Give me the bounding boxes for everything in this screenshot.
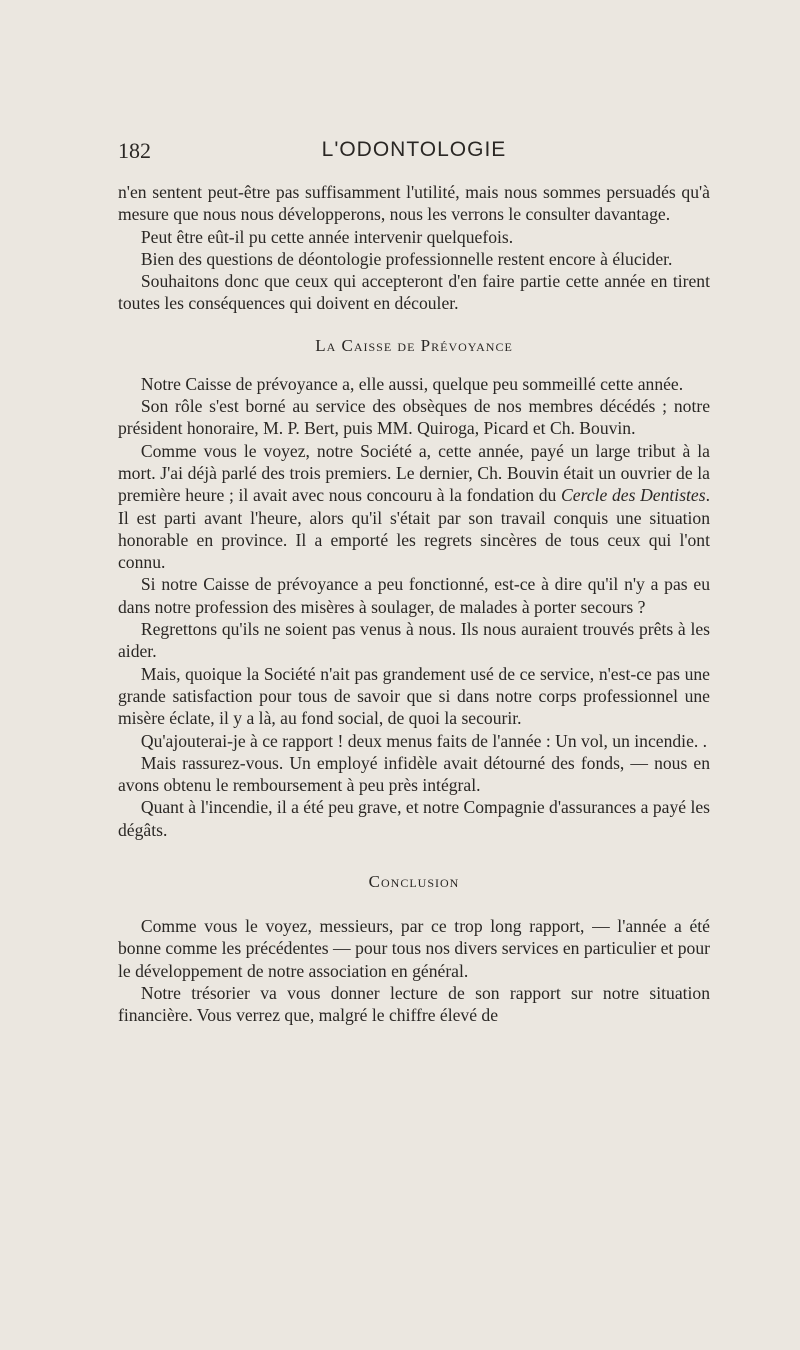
- page-header: [118, 138, 710, 168]
- paragraph: Souhaitons donc que ceux qui accepteront d'en faire partie cette année en tirent toutes les conséquences qui doivent en découler.: [118, 271, 710, 314]
- running-title: L'ODONTOLOGIE: [321, 138, 507, 161]
- paragraph: Mais rassurez-vous. Un employé infidèle avait détourné des fonds, — nous en avons obtenu le remboursement à peu près intégral.: [118, 752, 710, 796]
- paragraph: Comme vous le voyez, messieurs, par ce trop long rapport, — l'année a été bonne comme les précédentes — pour tous nos divers services en particulier et pour le développement de notre association en général.: [118, 916, 710, 981]
- paragraph: Regrettons qu'ils ne soient pas venus à nous. Ils nous auraient trouvés prêts à les aider.: [118, 619, 710, 662]
- body-text: [118, 181, 710, 1027]
- paragraph: Qu'ajouterai-je à ce rapport ! deux menus faits de l'année : Un vol, un incendie. .: [140, 730, 708, 751]
- paragraph: Peut être eût-il pu cette année intervenir quelquefois.: [140, 226, 514, 247]
- paragraph: n'en sentent peut-être pas suffisamment l'utilité, mais nous sommes persuadés qu'à mesure que nous nous développerons, nous les verrons le consulter davantage.: [118, 182, 710, 225]
- section-heading-conclusion: Conclusion: [368, 872, 460, 892]
- journal-title: Cercle des Dentistes: [561, 485, 706, 506]
- paragraph: Mais, quoique la Société n'ait pas grandement usé de ce service, n'est-ce pas une grande satisfaction pour tous de savoir que si dans notre corps professionnel une misère éclate, il y a là, au fond social, de quoi la secourir.: [118, 663, 710, 729]
- paragraph: Quant à l'incendie, il a été peu grave, et notre Compagnie d'assurances a payé les dégâts.: [118, 797, 710, 840]
- paragraph-segment: . Il est parti avant l'heure, alors qu'il s'était par son travail conquis une situation honorable en province. Il a emporté les regrets sincères de tous ceux qui l'ont connu.: [118, 485, 710, 573]
- paragraph: Si notre Caisse de prévoyance a peu fonctionné, est-ce à dire qu'il n'y a pas eu dans notre profession des misères à soulager, de malades à porter secours ?: [118, 574, 710, 617]
- section-heading-caisse: La Caisse de Prévoyance: [315, 335, 513, 355]
- paragraph: Notre Caisse de prévoyance a, elle aussi, quelque peu sommeillé cette année.: [140, 373, 684, 394]
- paragraph: [118, 440, 710, 574]
- paragraph-segment: Comme vous le voyez, notre Société a, cette année, payé un large tribut à la mort. J'ai déjà parlé des trois premiers. Le dernier, Ch. Bouvin était un ouvrier de la première heure ; il avait avec nous concouru à la fondation du: [118, 440, 710, 506]
- paragraph: Notre trésorier va vous donner lecture de son rapport sur notre situation financière. Vous verrez que, malgré le chiffre élevé de: [118, 982, 710, 1026]
- paragraph: Bien des questions de déontologie professionnelle restent encore à élucider.: [140, 248, 673, 269]
- paragraph: Son rôle s'est borné au service des obsèques de nos membres décédés ; notre président honoraire, M. P. Bert, puis MM. Quiroga, Picard et Ch. Bouvin.: [118, 396, 710, 439]
- page-number: 182: [118, 138, 151, 163]
